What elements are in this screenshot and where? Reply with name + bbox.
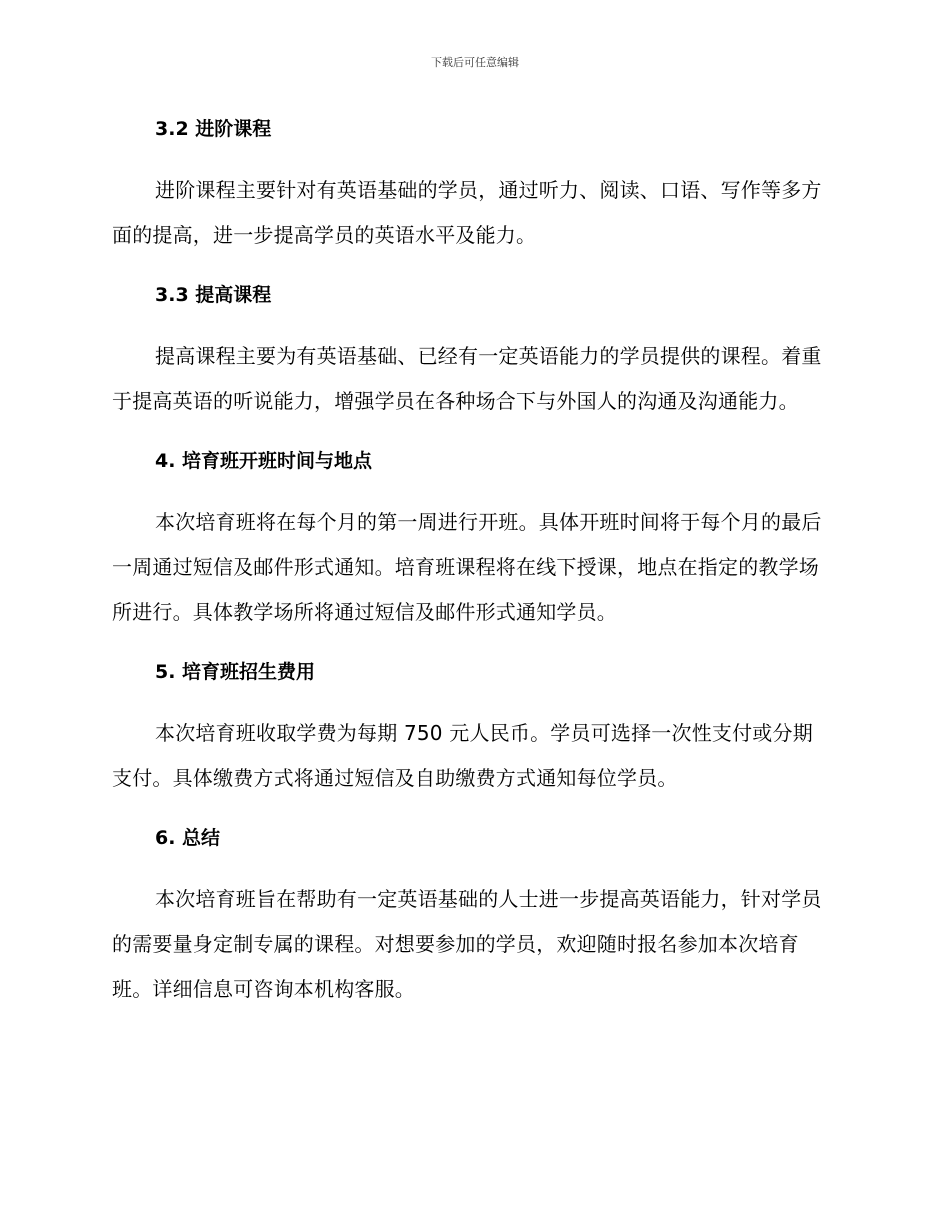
section-paragraph-3-3: 提高课程主要为有英语基础、已经有一定英语能力的学员提供的课程。着重于提高英语的听说能力，增强学员在各种场合下与外国人的沟通及沟通能力。 — [112, 344, 822, 413]
section-paragraph-4: 本次培育班将在每个月的第一周进行开班。具体开班时间将于每个月的最后一周通过短信及邮件形式通知。培育班课程将在线下授课，地点在指定的教学场所进行。具体教学场所将通过短信及邮件形式通知学员。 — [112, 510, 822, 624]
section-heading-3-2: 3.2 进阶课程 — [155, 118, 272, 140]
section-paragraph-5: 本次培育班收取学费为每期 750 元人民币。学员可选择一次性支付或分期支付。具体缴费方式将通过短信及自助缴费方式通知每位学员。 — [112, 721, 813, 790]
section-paragraph-6: 本次培育班旨在帮助有一定英语基础的人士进一步提高英语能力，针对学员的需要量身定制专属的课程。对想要参加的学员，欢迎随时报名参加本次培育班。详细信息可咨询本机构客服。 — [112, 887, 822, 1001]
section-heading-5: 5. 培育班招生费用 — [155, 661, 316, 683]
section-heading-3-3: 3.3 提高课程 — [155, 284, 272, 306]
document-body — [112, 112, 832, 1012]
section-heading-6: 6. 总结 — [155, 827, 221, 849]
section-paragraph-3-2: 进阶课程主要针对有英语基础的学员，通过听力、阅读、口语、写作等多方面的提高，进一步提高学员的英语水平及能力。 — [112, 178, 822, 247]
page-header: 下载后可任意编辑 — [431, 56, 519, 69]
section-heading-4: 4. 培育班开班时间与地点 — [155, 450, 373, 472]
